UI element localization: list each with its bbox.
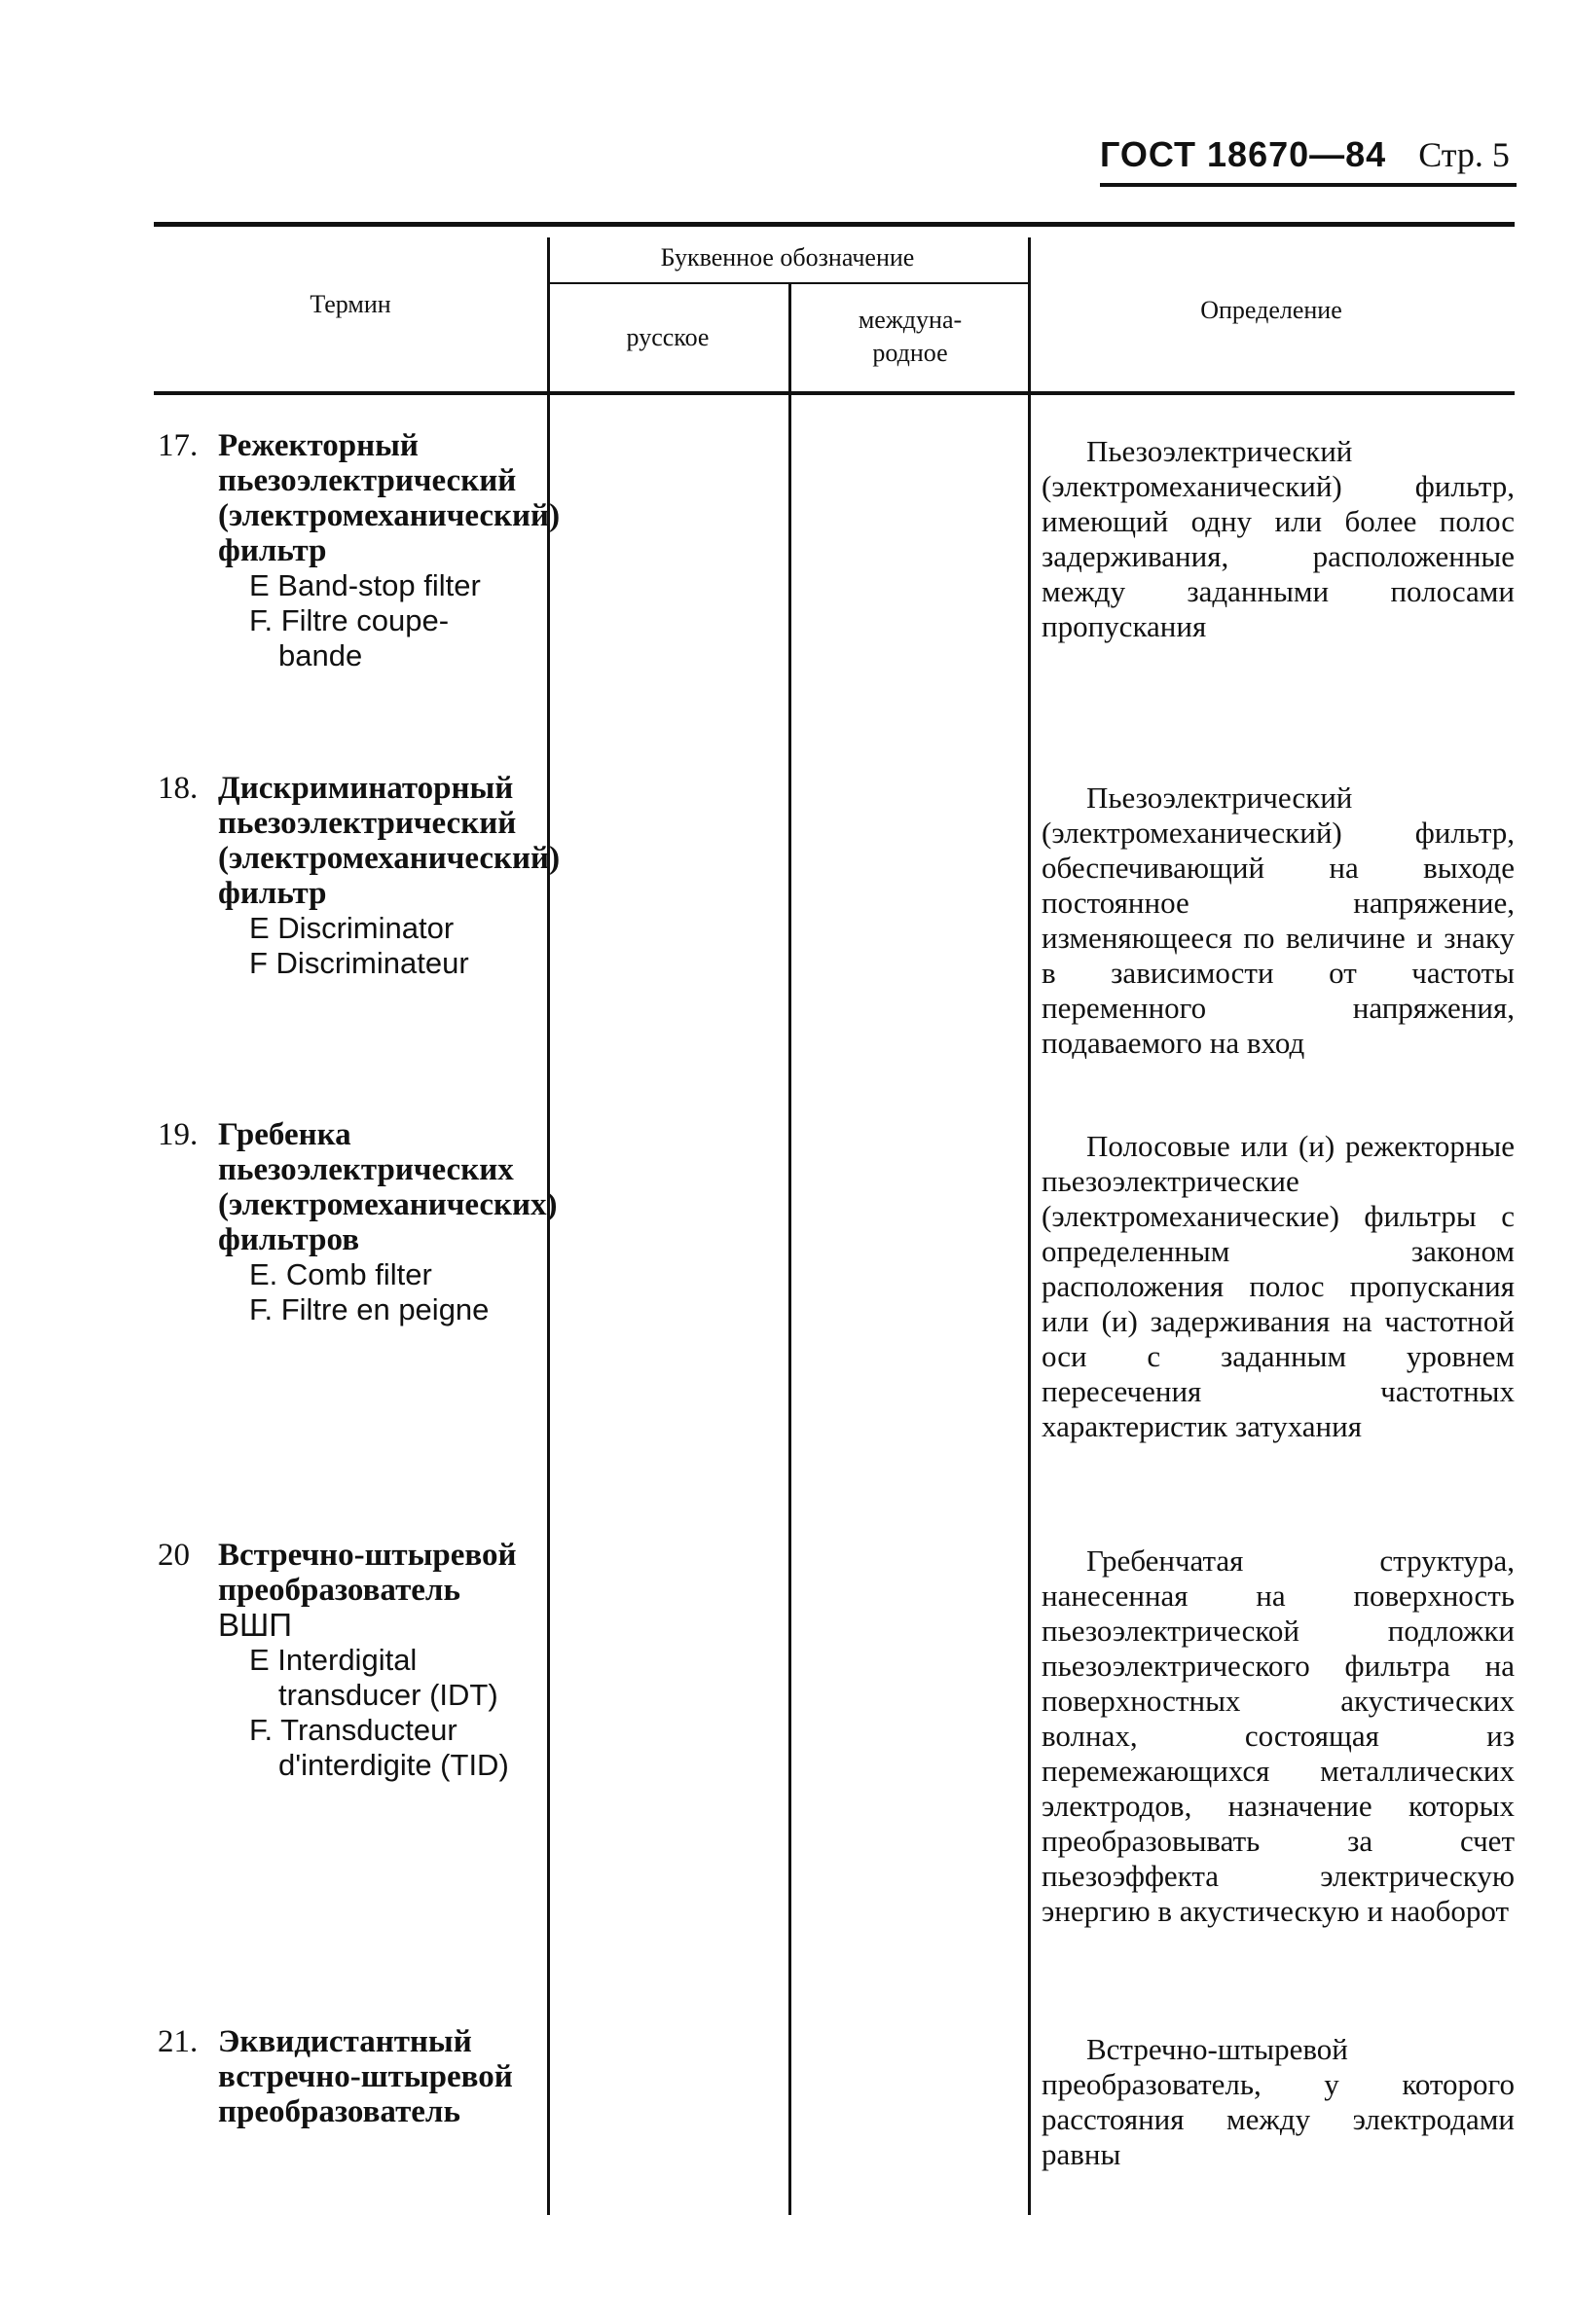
term-name: Встречно-штыревой преобразователь [218,1538,517,1608]
definition-text: Пьезоэлектрический (электромеханический) фильтр, обеспечивающий на выходе постоянное напряжение, изменяющееся по величине и знаку в зависимости от частоты переменного напряжения, подаваемого на вход [1042,781,1515,1060]
table-header-bottom-rule [154,391,1515,395]
term-french: F. Filtre en peigne [249,1292,490,1326]
term-english: E Band-stop filter [249,568,481,602]
definition-text: Полосовые или (и) режекторные пьезоэлектрические (электромеханические) фильтры с определенным законом расположения полос пропускания или (и) задерживания на частотной оси с заданным уровнем пересечения частотных характеристик затухания [1042,1129,1515,1443]
term-french: F Discriminateur [249,946,469,980]
entry-definition [1042,1129,1515,1444]
standard-number: ГОСТ 18670—84 [1100,134,1387,174]
entry-number: 20 [158,1538,190,1573]
term-english: E Discriminator [249,911,455,945]
definition-text: Пьезоэлектрический (электромеханический) фильтр, имеющий одну или более полос задерживания, расположенные между заданными полосами пропускания [1042,434,1515,643]
header-definition: Определение [1200,296,1342,324]
column-divider-definition [1028,237,1031,2215]
term-french: F. Transducteur d'interdigite (TID) [249,1713,509,1782]
entry-number: 19. [158,1117,199,1152]
entry-term [218,2024,530,2129]
page-header [1100,134,1510,175]
entry-number: 18. [158,771,199,806]
term-name: Эквидистантный встречно-штыревой преобразователь [218,2024,513,2129]
entry-number: 17. [158,428,199,463]
entry-definition [1042,781,1515,1061]
term-name: Дискриминаторный пьезоэлектрический (электромеханический) фильтр [218,771,561,911]
column-divider-term [547,237,550,2215]
term-foreign-equivalents [218,1643,530,1783]
term-abbreviation: ВШП [218,1607,292,1643]
definition-text: Гребенчатая структура, нанесенная на поверхность пьезоэлектрической подложки пьезоэлектрического фильтра на поверхностных акустических волнах, состоящая из перемежающихся металлических электродов, назначение которых преобразовывать за счет пьезоэффекта электрическую энергию в акустическую и наоборот [1042,1543,1515,1928]
term-foreign-equivalents [218,1257,530,1327]
entry-term [218,1538,530,1783]
entry-term [218,428,561,673]
term-foreign-equivalents [218,911,530,981]
entry-definition [1042,2032,1515,2172]
header-russian: русское [626,323,710,351]
term-name: Режекторный пьезоэлектрический (электромеханический) фильтр [218,428,561,568]
term-english: E Interdigital transducer (IDT) [249,1643,498,1712]
table-top-rule [154,222,1515,227]
entry-definition [1042,1543,1515,1929]
page-number: Стр. 5 [1418,135,1510,174]
letter-designation-rule [547,282,1028,284]
header-international: междуна-родное [858,306,963,367]
entry-term [218,771,561,981]
header-rule [1100,183,1517,187]
term-english: E. Comb filter [249,1257,432,1291]
term-foreign-equivalents [218,568,530,673]
entry-definition [1042,434,1515,644]
header-letter-designation: Буквенное обозначение [660,243,915,272]
term-name: Гребенка пьезоэлектрических (электромеханических) фильтров [218,1117,558,1257]
term-french: F. Filtre coupe-bande [249,603,450,672]
entry-term [218,1117,558,1327]
column-divider-russian [788,284,791,2215]
header-term: Термин [310,290,391,318]
definition-text: Встречно-штыревой преобразователь, у которого расстояния между электродами равны [1042,2032,1515,2171]
entry-number: 21. [158,2024,199,2059]
